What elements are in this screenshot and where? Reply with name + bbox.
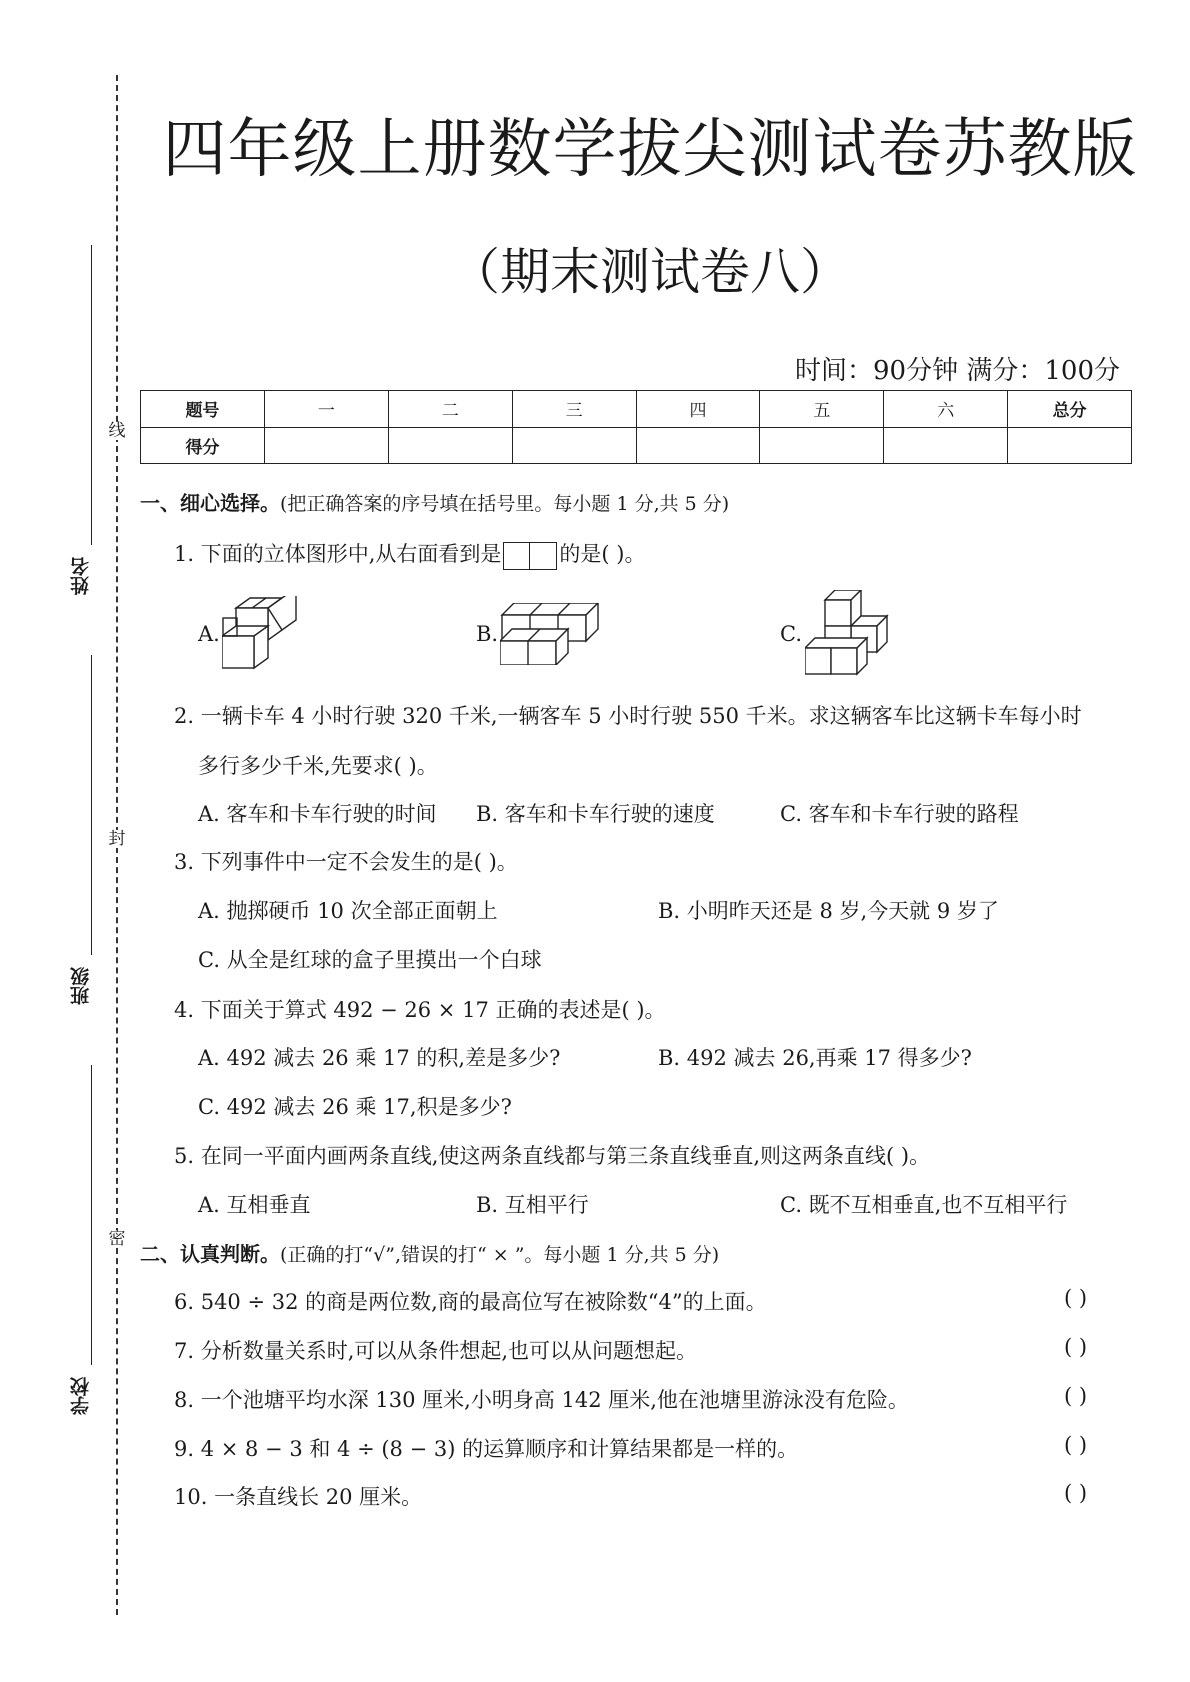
judge-answer-7[interactable]: ( ): [1064, 1335, 1088, 1359]
question-5: 5. 在同一平面内画两条直线,使这两条直线都与第三条直线垂直,则这两条直线( )。: [174, 1144, 931, 1168]
name-line: [91, 245, 92, 545]
question-4: 4. 下面关于算式 492 − 26 × 17 正确的表述是( )。: [174, 998, 666, 1022]
judge-item-8: 8. 一个池塘平均水深 130 厘米,小明身高 142 厘米,他在池塘里游泳没有危险。: [174, 1388, 909, 1412]
q1-text-before: 1. 下面的立体图形中,从右面看到是: [174, 542, 502, 566]
score-cell[interactable]: [1008, 427, 1132, 464]
class-line: [91, 655, 92, 955]
class-label: 班级: [70, 967, 92, 1005]
q3-option-b[interactable]: B. 小明昨天还是 8 岁,今天就 9 岁了: [658, 899, 999, 923]
score-header-cell: 三: [512, 391, 636, 428]
score-cell[interactable]: [264, 427, 388, 464]
school-label: 学校: [70, 1377, 92, 1415]
binding-mark-xian: 线: [108, 421, 126, 441]
binding-mark-feng: 封: [108, 829, 126, 849]
section1-title: 一、细心选择。: [140, 491, 280, 515]
q4-option-b[interactable]: B. 492 减去 26,再乘 17 得多少?: [658, 1046, 972, 1070]
q4-option-c[interactable]: C. 492 减去 26 乘 17,积是多少?: [198, 1095, 512, 1119]
score-cell[interactable]: [512, 427, 636, 464]
class-field[interactable]: [72, 655, 94, 1005]
question-3: 3. 下列事件中一定不会发生的是( )。: [174, 850, 518, 874]
score-header-cell: 四: [636, 391, 760, 428]
q1-text-after: 的是( )。: [559, 542, 646, 566]
name-field[interactable]: [72, 245, 94, 595]
judge-answer-9[interactable]: ( ): [1064, 1433, 1088, 1457]
q5-option-b[interactable]: B. 互相平行: [476, 1193, 589, 1217]
question-1: [174, 538, 645, 570]
score-cell[interactable]: [760, 427, 884, 464]
judge-answer-10[interactable]: ( ): [1064, 1481, 1088, 1505]
section2-heading: [140, 1238, 719, 1267]
section2-title: 二、认真判断。: [140, 1242, 280, 1266]
score-header-row: [141, 391, 1132, 428]
school-line: [91, 1065, 92, 1365]
score-row-label: 得分: [141, 427, 265, 464]
score-cell[interactable]: [388, 427, 512, 464]
page-subtitle: （期末测试卷八）: [450, 243, 850, 301]
score-value-row: [141, 427, 1132, 464]
score-cell[interactable]: [636, 427, 760, 464]
cube-figure-b-icon: [500, 603, 602, 665]
score-header-cell: 二: [388, 391, 512, 428]
question-2-line2: 多行多少千米,先要求( )。: [198, 754, 438, 778]
section1-note: (把正确答案的序号填在括号里。每小题 1 分,共 5 分): [280, 493, 730, 515]
question-2: 2. 一辆卡车 4 小时行驶 320 千米,一辆客车 5 小时行驶 550 千米。求这辆客车比这辆卡车每小时: [174, 704, 1082, 728]
q1-option-a[interactable]: A.: [198, 622, 220, 646]
cube-figure-c-icon: [805, 590, 891, 676]
q1-option-c[interactable]: C.: [780, 622, 802, 646]
score-header-cell: 一: [264, 391, 388, 428]
q5-option-c[interactable]: C. 既不互相垂直,也不互相平行: [780, 1193, 1068, 1217]
q1-option-b[interactable]: B.: [476, 622, 499, 646]
judge-item-9: 9. 4 × 8 − 3 和 4 ÷ (8 − 3) 的运算顺序和计算结果都是一样的。: [174, 1437, 799, 1461]
q2-option-c[interactable]: C. 客车和卡车行驶的路程: [780, 802, 1019, 826]
score-cell[interactable]: [884, 427, 1008, 464]
binding-mark-mi: 密: [108, 1229, 126, 1249]
exam-meta: 时间：90分钟 满分：100分: [795, 356, 1120, 386]
score-header-cell: 六: [884, 391, 1008, 428]
q2-option-a[interactable]: A. 客车和卡车行驶的时间: [198, 802, 437, 826]
name-label: 姓名: [70, 557, 92, 595]
q3-option-a[interactable]: A. 抛掷硬币 10 次全部正面朝上: [198, 899, 498, 923]
q4-option-a[interactable]: A. 492 减去 26 乘 17 的积,差是多少?: [198, 1046, 561, 1070]
school-field[interactable]: [72, 1065, 94, 1415]
score-table: [140, 390, 1132, 464]
page-title: 四年级上册数学拔尖测试卷苏教版: [162, 113, 1138, 187]
score-header-cell: 五: [760, 391, 884, 428]
judge-item-10: 10. 一条直线长 20 厘米。: [174, 1485, 423, 1509]
judge-item-6: 6. 540 ÷ 32 的商是两位数,商的最高位写在被除数“4”的上面。: [174, 1290, 767, 1314]
judge-answer-6[interactable]: ( ): [1064, 1286, 1088, 1310]
judge-item-7: 7. 分析数量关系时,可以从条件想起,也可以从问题想起。: [174, 1339, 698, 1363]
score-header-cell: 总分: [1008, 391, 1132, 428]
q2-option-b[interactable]: B. 客车和卡车行驶的速度: [476, 802, 715, 826]
cube-figure-a-icon: [222, 596, 297, 672]
section2-note: (正确的打“√”,错误的打“ × ”。每小题 1 分,共 5 分): [280, 1244, 720, 1266]
score-header-cell: 题号: [141, 391, 265, 428]
judge-answer-8[interactable]: ( ): [1064, 1384, 1088, 1408]
q5-option-a[interactable]: A. 互相垂直: [198, 1193, 311, 1217]
section1-heading: [140, 487, 729, 516]
q3-option-c[interactable]: C. 从全是红球的盒子里摸出一个白球: [198, 948, 542, 972]
two-square-view-icon: [503, 542, 557, 570]
